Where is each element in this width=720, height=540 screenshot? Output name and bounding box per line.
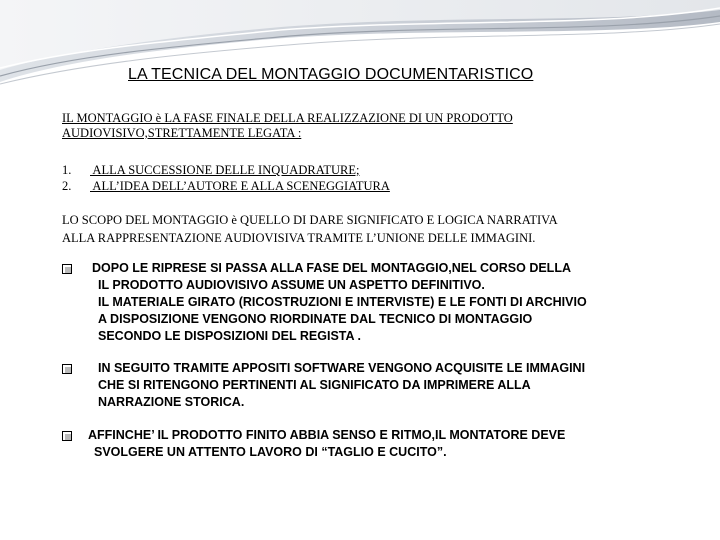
slide-title: LA TECNICA DEL MONTAGGIO DOCUMENTARISTICO	[128, 66, 534, 83]
scope-line: LO SCOPO DEL MONTAGGIO è QUELLO DI DARE SIGNIFICATO E LOGICA NARRATIVA	[62, 213, 558, 227]
bullet-line: AFFINCHE’ IL PRODOTTO FINITO ABBIA SENSO E RITMO,IL MONTATORE DEVE	[88, 428, 566, 442]
bullet-item	[62, 360, 585, 411]
list-item-text: ALLA SUCCESSIONE DELLE INQUADRATURE;	[90, 163, 360, 177]
numbered-list	[62, 162, 390, 194]
list-item	[62, 162, 390, 178]
bullet-line: IL PRODOTTO AUDIOVISIVO ASSUME UN ASPETTO DEFINITIVO.	[98, 278, 485, 292]
bullet-line: SECONDO LE DISPOSIZIONI DEL REGISTA .	[98, 329, 361, 343]
square-bullet-icon	[62, 364, 72, 374]
list-item	[62, 178, 390, 194]
list-item-text: ALL’IDEA DELL’AUTORE E ALLA SCENEGGIATURA	[90, 179, 390, 193]
bullet-item	[62, 260, 587, 345]
square-bullet-icon	[62, 264, 72, 274]
intro-paragraph	[62, 111, 513, 141]
scope-paragraph	[62, 211, 558, 247]
scope-line: ALLA RAPPRESENTAZIONE AUDIOVISIVA TRAMITE L’UNIONE DELLE IMMAGINI.	[62, 231, 536, 245]
square-bullet-icon	[62, 431, 72, 441]
bullet-line: DOPO LE RIPRESE SI PASSA ALLA FASE DEL MONTAGGIO,NEL CORSO DELLA	[92, 261, 571, 275]
intro-line: AUDIOVISIVO,STRETTAMENTE LEGATA :	[62, 126, 302, 140]
bullet-line: NARRAZIONE STORICA.	[98, 395, 245, 409]
bullet-item	[62, 427, 565, 461]
list-item-number: 2.	[62, 179, 72, 193]
bullet-line: IL MATERIALE GIRATO (RICOSTRUZIONI E INTERVISTE) E LE FONTI DI ARCHIVIO	[98, 295, 587, 309]
bullet-line: A DISPOSIZIONE VENGONO RIORDINATE DAL TECNICO DI MONTAGGIO	[98, 312, 533, 326]
intro-line: IL MONTAGGIO è LA FASE FINALE DELLA REALIZZAZIONE DI UN PRODOTTO	[62, 111, 513, 125]
bullet-line: CHE SI RITENGONO PERTINENTI AL SIGNIFICATO DA IMPRIMERE ALLA	[98, 378, 531, 392]
bullet-line: IN SEGUITO TRAMITE APPOSITI SOFTWARE VENGONO ACQUISITE LE IMMAGINI	[98, 361, 586, 375]
list-item-number: 1.	[62, 163, 72, 177]
bullet-line: SVOLGERE UN ATTENTO LAVORO DI “TAGLIO E CUCITO”.	[94, 445, 447, 459]
